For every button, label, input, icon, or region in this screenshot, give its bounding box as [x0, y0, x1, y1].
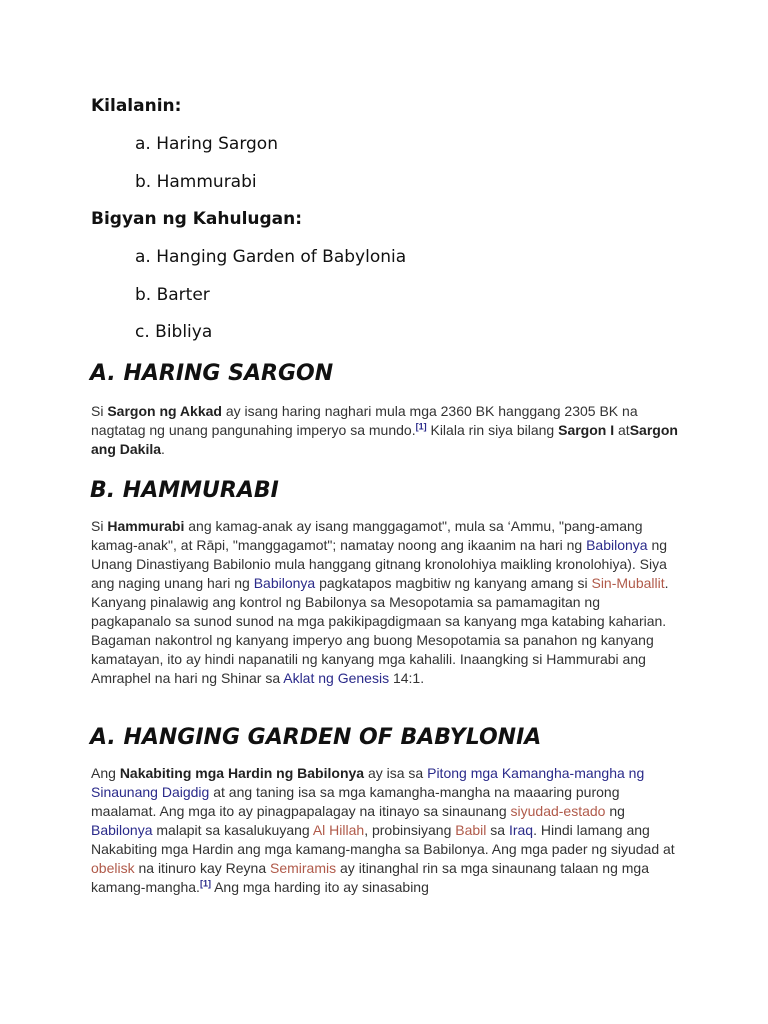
kilalanin-item-1: a. Haring Sargon	[135, 134, 278, 154]
bigyan-item-3: c. Bibliya	[135, 322, 213, 342]
kilalanin-label: Kilalanin:	[91, 96, 182, 116]
paragraph-hammurabi: Si Hammurabi ang kamag-anak ay isang manggagamot", mula sa ‘Ammu, "pang-amang kamag-anak", at Rāpi, "manggagamot"; namatay noong ang ikaanim na hari ng Babilonya ng Unang Dinastiyang Babilonio mula hanggang gitnang kronolohiya maikling kronolohiya). Siya ang naging unang hari ng Babilonya pagkatapos magbitiw ng kanyang amang si Sin-Muballit. Kanyang pinalawig ang kontrol ng Babilonya sa Mesopotamia sa pamamagitan ng pagkapanalo sa sunod sunod na mga pakikipagdigmaan sa kanyang mga katabing kaharian. Bagaman nakontrol ng kanyang imperyo ang buong Mesopotamia sa panahon ng kanyang kamatayan, ito ay hindi napanatili ng kanyang mga kahalili. Inaangking si Hammurabi ang Amraphel na hari ng Shinar sa Aklat ng Genesis 14:1.	[91, 518, 669, 686]
kilalanin-item-2: b. Hammurabi	[135, 172, 257, 192]
term-hammurabi: Hammurabi	[107, 518, 185, 534]
term-sargon-ng-akkad: Sargon ng Akkad	[107, 403, 222, 419]
paragraph-sargon: Si Sargon ng Akkad ay isang haring naghari mula mga 2360 BK hanggang 2305 BK na nagtatag ng unang pangunahing imperyo sa mundo.[1] Kilala rin siya bilang Sargon I atSargon ang Dakila.	[91, 403, 678, 457]
link-babil[interactable]: Babil	[455, 822, 487, 838]
link-sin-muballit[interactable]: Sin-Muballit	[591, 575, 665, 591]
paragraph-hanging-garden: Ang Nakabiting mga Hardin ng Babilonya ay isa sa Pitong mga Kamangha-mangha ng Sinaunang Daigdig at ang taning isa sa mga kamangha-mangha na maaaring purong maalamat. Ang mga ito ay pinagpapalagay na itinayo sa sinaunang siyudad-estado ng Babilonya malapit sa kasalukuyang Al Hillah, probinsiyang Babil sa Iraq. Hindi lamang ang Nakabiting mga Hardin ang mga kamang-mangha sa Babilonya. Ang mga pader ng siyudad at obelisk na itinuro kay Reyna Semiramis ay itinanghal rin sa mga sinaunang talaan ng mga kamang-mangha.[1] Ang mga harding ito ay sinasabing	[91, 765, 675, 895]
link-pitong-kamangha[interactable]: Pitong mga Kamangha-mangha ng Sinaunang Daigdig	[91, 765, 645, 800]
bigyan-label: Bigyan ng Kahulugan:	[91, 209, 303, 229]
link-babilonya-3[interactable]: Babilonya	[91, 822, 153, 838]
heading-haring-sargon: A. HARING SARGON	[90, 361, 334, 386]
bigyan-item-1: a. Hanging Garden of Babylonia	[135, 247, 407, 267]
link-iraq[interactable]: Iraq	[508, 822, 534, 838]
link-al-hillah[interactable]: Al Hillah	[312, 822, 365, 838]
link-babilonya-2[interactable]: Babilonya	[253, 575, 316, 591]
link-babilonya[interactable]: Babilonya	[586, 537, 648, 553]
heading-hammurabi: B. HAMMURABI	[90, 478, 279, 503]
heading-hanging-garden: A. HANGING GARDEN OF BABYLONIA	[90, 725, 542, 750]
link-obelisk[interactable]: obelisk	[91, 860, 135, 876]
reference-link[interactable]: [1]	[415, 421, 427, 432]
bigyan-item-2: b. Barter	[135, 285, 210, 305]
reference-link-2[interactable]: [1]	[199, 878, 211, 889]
link-aklat-ng-genesis[interactable]: Aklat ng Genesis	[283, 670, 390, 686]
link-siyudad-estado[interactable]: siyudad-estado	[510, 803, 606, 819]
link-semiramis[interactable]: Semiramis	[270, 860, 337, 876]
term-nakabiting-hardin: Nakabiting mga Hardin ng Babilonya	[119, 765, 365, 781]
